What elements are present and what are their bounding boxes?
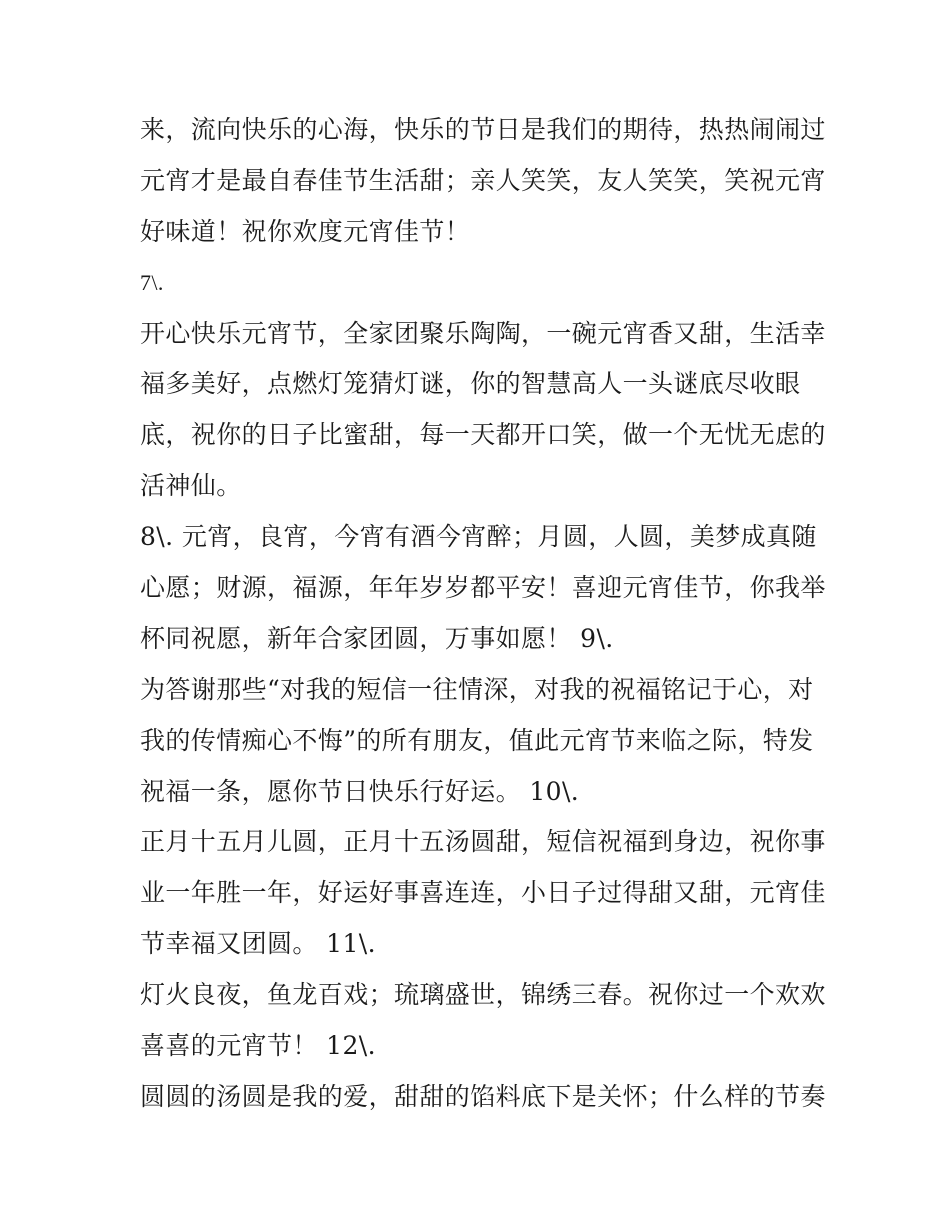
text-line: 活神仙。	[140, 471, 242, 501]
text-line: 好味道！祝你欢度元宵佳节！	[140, 216, 471, 246]
text-line: 福多美好，点燃灯笼猜灯谜，你的智慧高人一头谜底尽收眼	[140, 369, 801, 399]
text-line: 灯火良夜，鱼龙百戏；琉璃盛世，锦绣三春。祝你过一个欢欢	[140, 980, 826, 1010]
text-line: 正月十五月儿圆，正月十五汤圆甜，短信祝福到身边，祝你事	[140, 827, 826, 857]
text-line: 开心快乐元宵节，全家团聚乐陶陶，一碗元宵香又甜，生活幸	[140, 318, 826, 348]
item-number: 7\.	[140, 269, 164, 295]
text-line: 杯同祝愿，新年合家团圆，万事如愿！ 9\.	[140, 623, 614, 653]
document-body	[140, 105, 826, 1123]
text-line: 节幸福又团圆。 11\.	[140, 929, 376, 959]
text-line: 心愿；财源，福源，年年岁岁都平安！喜迎元宵佳节，你我举	[140, 573, 826, 603]
text-line: 来，流向快乐的心海，快乐的节日是我们的期待，热热闹闹过	[140, 115, 826, 144]
text-line: 元宵才是最自春佳节生活甜；亲人笑笑，友人笑笑，笑祝元宵	[140, 165, 826, 195]
text-line: 底，祝你的日子比蜜甜，每一天都开口笑，做一个无忧无虑的	[140, 420, 826, 450]
text-line: 祝福一条，愿你节日快乐行好运。 10\.	[140, 776, 580, 806]
text-line: 喜喜的元宵节！ 12\.	[140, 1031, 376, 1061]
text-line: 为答谢那些“对我的短信一往情深，对我的祝福铭记于心，对	[140, 674, 814, 704]
text-line: 圆圆的汤圆是我的爱，甜甜的馅料底下是关怀；什么样的节奏	[140, 1081, 826, 1111]
text-line: 8\. 元宵，良宵，今宵有酒今宵醉；月圆，人圆，美梦成真随	[140, 522, 817, 552]
text-line: 业一年胜一年，好运好事喜连连，小日子过得甜又甜，元宵佳	[140, 878, 826, 908]
text-line: 我的传情痴心不悔”的所有朋友，值此元宵节来临之际，特发	[140, 725, 814, 755]
